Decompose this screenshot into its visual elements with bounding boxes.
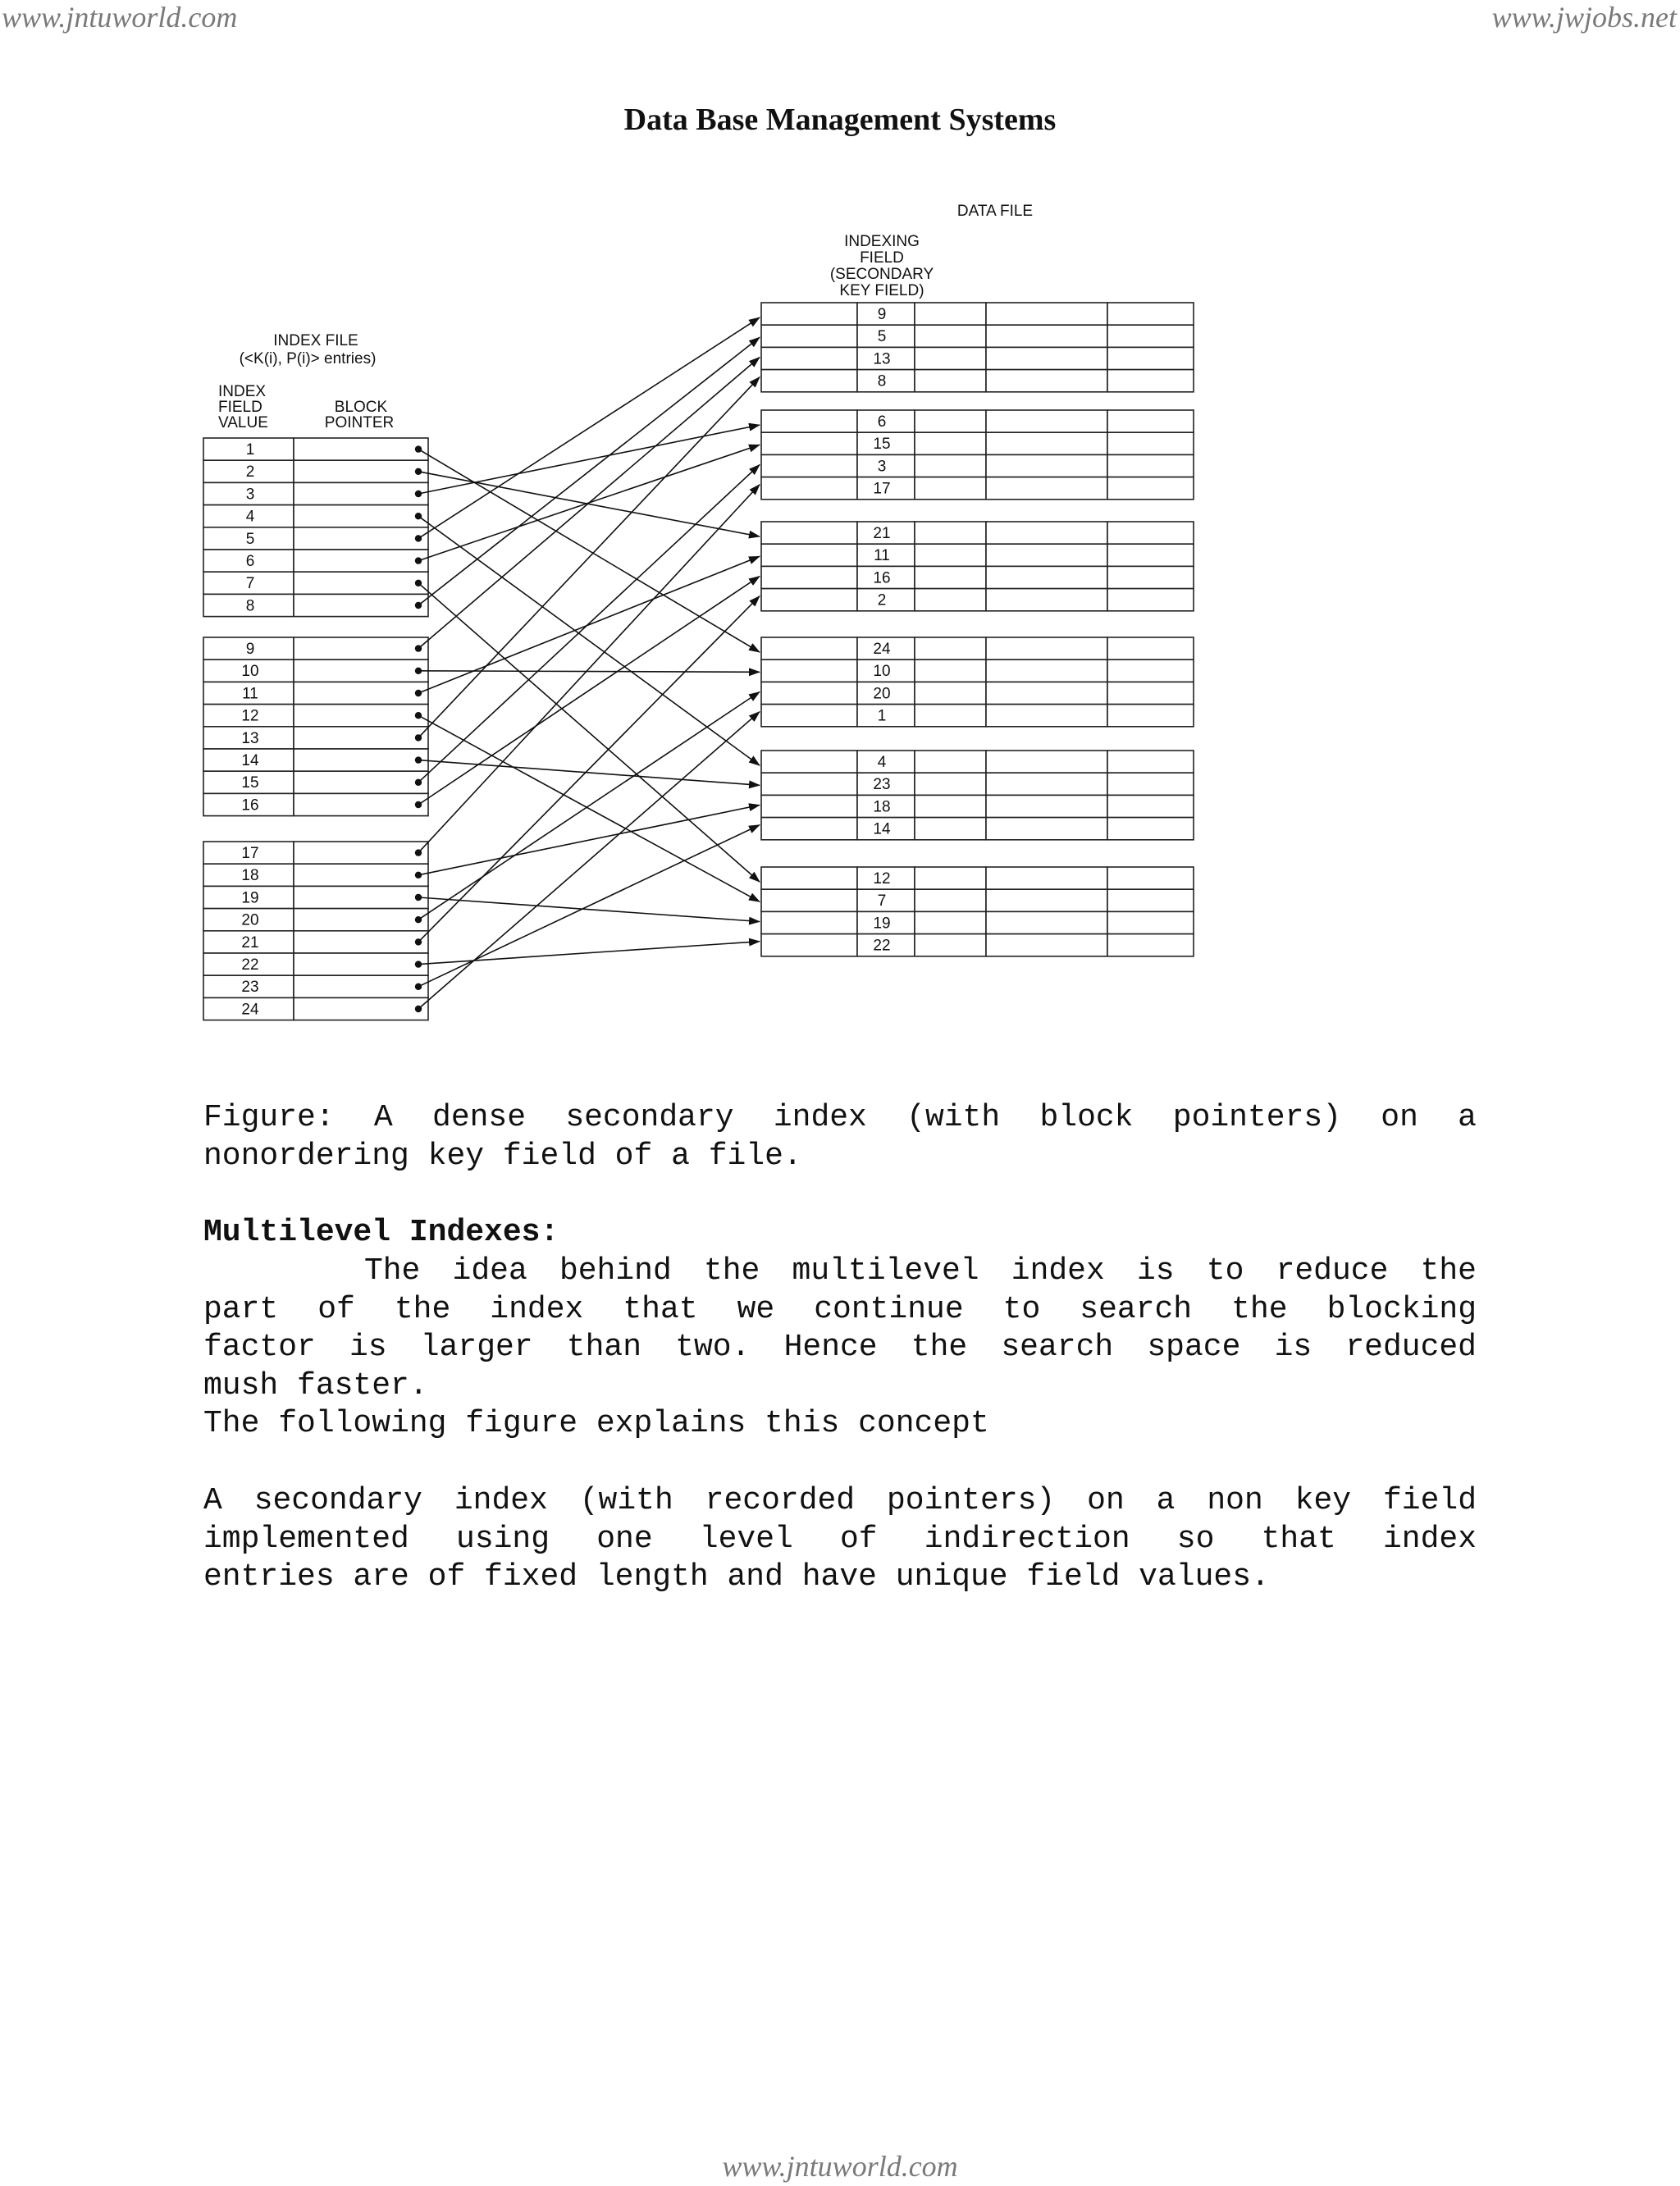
- pointer-arrow: [418, 671, 760, 673]
- data-record-cell: [915, 934, 986, 956]
- data-record-cell: [1107, 867, 1194, 889]
- data-key-text: 20: [873, 685, 891, 703]
- data-record-cell: [1107, 795, 1194, 817]
- data-record-cell: [761, 589, 857, 611]
- page-title: Data Base Management Systems: [623, 103, 1057, 137]
- data-record-cell: [1107, 773, 1194, 795]
- data-record-cell: [915, 454, 986, 477]
- data-record-cell: [986, 477, 1107, 500]
- index-value-text: 12: [241, 707, 259, 725]
- data-record-cell: [1107, 705, 1194, 727]
- data-record-cell: [761, 566, 857, 588]
- block-pointer-cell: [294, 527, 428, 550]
- index-field-value-label-line: VALUE: [218, 414, 268, 431]
- data-record-cell: [1107, 454, 1194, 477]
- data-record-cell: [986, 659, 1107, 682]
- data-record-cell: [915, 410, 986, 432]
- block-pointer-cell: [294, 637, 428, 659]
- paragraph-line: part of the index that we continue to search the blocking: [203, 1291, 1477, 1327]
- data-key-text: 2: [877, 591, 887, 609]
- data-record-cell: [761, 347, 857, 369]
- data-key-text: 18: [873, 798, 891, 816]
- block-pointer-cell: [294, 438, 428, 460]
- data-record-cell: [761, 303, 857, 325]
- data-record-cell: [761, 325, 857, 347]
- data-record-cell: [986, 934, 1107, 956]
- data-record-cell: [761, 818, 857, 840]
- data-key-text: 23: [873, 776, 891, 794]
- pointer-arrow: [418, 805, 760, 875]
- data-record-cell: [915, 303, 986, 325]
- block-pointer-cell: [294, 749, 428, 771]
- index-value-text: 3: [245, 486, 255, 504]
- data-record-cell: [915, 325, 986, 347]
- block-pointer-cell: [294, 909, 428, 931]
- index-value-text: 15: [241, 774, 259, 792]
- indexing-field-label-line: KEY FIELD): [839, 282, 924, 299]
- data-record-cell: [986, 889, 1107, 911]
- data-key-text: 6: [877, 413, 887, 431]
- index-value-text: 2: [245, 463, 255, 481]
- indexing-field-label-line: FIELD: [860, 249, 904, 267]
- data-record-cell: [1107, 370, 1194, 392]
- paragraph-line: A secondary index (with recorded pointers) on a non key field: [203, 1483, 1477, 1518]
- data-record-cell: [1107, 477, 1194, 500]
- block-pointer-cell: [294, 594, 428, 616]
- pointer-arrow: [418, 516, 760, 765]
- pointer-arrow: [418, 465, 760, 783]
- data-record-cell: [915, 751, 986, 773]
- data-record-cell: [915, 867, 986, 889]
- data-record-cell: [1107, 911, 1194, 933]
- block-pointer-label: [325, 399, 394, 431]
- watermark-top-left: www.jntuworld.com: [2, 1, 238, 34]
- index-value-text: 9: [245, 641, 255, 658]
- data-record-cell: [915, 522, 986, 544]
- pointer-arrow: [418, 942, 760, 965]
- block-pointer-cell: [294, 975, 428, 997]
- block-pointer-cell: [294, 953, 428, 975]
- data-record-cell: [761, 544, 857, 566]
- data-record-cell: [1107, 347, 1194, 369]
- pointer-arrow: [418, 377, 760, 738]
- data-record-cell: [1107, 637, 1194, 659]
- index-value-text: 10: [241, 663, 259, 681]
- pointer-arrow: [418, 450, 760, 653]
- data-record-cell: [915, 911, 986, 933]
- block-pointer-cell: [294, 864, 428, 886]
- data-record-cell: [986, 454, 1107, 477]
- index-value-text: 4: [245, 508, 255, 526]
- data-record-cell: [986, 637, 1107, 659]
- block-pointer-cell: [294, 842, 428, 864]
- data-record-cell: [915, 773, 986, 795]
- data-record-cell: [915, 589, 986, 611]
- block-pointer-cell: [294, 659, 428, 682]
- data-record-cell: [761, 454, 857, 477]
- data-record-cell: [915, 795, 986, 817]
- data-record-cell: [986, 347, 1107, 369]
- caption-line: nonordering key field of a file.: [203, 1138, 802, 1174]
- indexing-field-label-line: (SECONDARY: [829, 266, 934, 283]
- block-pointer-cell: [294, 931, 428, 953]
- pointer-arrow: [418, 485, 760, 853]
- data-record-cell: [986, 410, 1107, 432]
- data-record-cell: [1107, 682, 1194, 704]
- index-value-text: 24: [241, 1001, 259, 1019]
- index-value-text: 18: [241, 867, 259, 885]
- data-record-cell: [915, 544, 986, 566]
- index-value-text: 14: [241, 752, 259, 769]
- data-record-cell: [915, 566, 986, 588]
- watermark-top-right: www.jwjobs.net: [1491, 1, 1677, 34]
- block-pointer-cell: [294, 460, 428, 482]
- data-record-cell: [986, 325, 1107, 347]
- data-record-cell: [1107, 659, 1194, 682]
- figure-caption: [203, 1099, 1477, 1175]
- data-record-cell: [1107, 566, 1194, 588]
- data-record-cell: [1107, 432, 1194, 454]
- pointer-arrow: [418, 825, 760, 987]
- paragraph-line: The following figure explains this concept: [203, 1406, 989, 1441]
- data-key-text: 22: [873, 937, 891, 955]
- block-pointer-cell: [294, 771, 428, 793]
- block-pointer-cell: [294, 482, 428, 504]
- pointer-arrow: [418, 472, 760, 536]
- data-record-cell: [986, 566, 1107, 588]
- data-key-text: 10: [873, 663, 891, 681]
- pointer-arrow: [418, 596, 760, 942]
- index-value-text: 5: [245, 530, 255, 548]
- data-key-text: 15: [873, 436, 891, 454]
- data-record-cell: [1107, 544, 1194, 566]
- indexing-field-label-line: INDEXING: [844, 233, 920, 250]
- data-record-cell: [915, 659, 986, 682]
- data-record-cell: [986, 705, 1107, 727]
- data-record-cell: [915, 705, 986, 727]
- data-record-cell: [761, 432, 857, 454]
- index-value-text: 17: [241, 845, 259, 862]
- data-record-cell: [986, 818, 1107, 840]
- data-record-cell: [915, 637, 986, 659]
- data-record-cell: [761, 659, 857, 682]
- data-record-cell: [986, 589, 1107, 611]
- pointer-arrow: [418, 760, 760, 786]
- index-value-text: 6: [245, 553, 255, 570]
- index-value-text: 11: [242, 685, 258, 703]
- data-record-cell: [986, 432, 1107, 454]
- data-record-cell: [761, 522, 857, 544]
- data-key-text: 13: [873, 350, 891, 368]
- data-record-cell: [761, 795, 857, 817]
- multilevel-heading: Multilevel Indexes:: [203, 1215, 559, 1250]
- data-record-cell: [986, 522, 1107, 544]
- data-key-text: 8: [877, 372, 887, 390]
- data-key-text: 14: [873, 820, 891, 838]
- data-record-cell: [761, 773, 857, 795]
- pointer-arrows: [418, 317, 760, 1009]
- index-field-value-label: [218, 383, 268, 431]
- pointer-arrow: [418, 317, 760, 538]
- index-value-text: 13: [241, 729, 259, 747]
- pointer-arrow: [418, 715, 760, 901]
- data-record-cell: [986, 751, 1107, 773]
- data-record-cell: [761, 370, 857, 392]
- data-key-text: 4: [877, 754, 887, 771]
- block-pointer-cell: [294, 997, 428, 1020]
- data-record-cell: [761, 682, 857, 704]
- block-pointer-cell: [294, 682, 428, 704]
- data-key-text: 19: [873, 915, 891, 933]
- data-key-text: 5: [877, 328, 887, 346]
- block-pointer-label-line: BLOCK: [334, 399, 388, 416]
- data-record-cell: [986, 867, 1107, 889]
- block-pointer-cell: [294, 705, 428, 727]
- index-value-text: 20: [241, 911, 259, 929]
- index-value-text: 21: [241, 933, 259, 952]
- data-record-cell: [1107, 522, 1194, 544]
- data-record-cell: [761, 751, 857, 773]
- data-key-text: 16: [873, 569, 891, 587]
- pointer-arrow: [418, 897, 760, 922]
- data-record-cell: [1107, 410, 1194, 432]
- block-pointer-cell: [294, 550, 428, 572]
- data-record-cell: [761, 410, 857, 432]
- data-file-label: DATA FILE: [956, 203, 1034, 220]
- data-key-text: 12: [873, 870, 891, 888]
- data-record-cell: [915, 818, 986, 840]
- data-record-cell: [986, 911, 1107, 933]
- index-field-value-label-line: INDEX: [218, 383, 267, 400]
- block-pointer-cell: [294, 886, 428, 908]
- pointer-arrow: [418, 577, 760, 805]
- pointer-arrow: [418, 337, 760, 605]
- index-value-text: 1: [245, 441, 255, 459]
- data-file-blocks: [761, 303, 1194, 956]
- data-key-text: 1: [877, 707, 887, 725]
- block-pointer-cell: [294, 793, 428, 815]
- index-value-text: 7: [245, 575, 255, 593]
- index-value-text: 23: [241, 979, 259, 997]
- secondary-index-paragraph: [203, 1482, 1477, 1597]
- dense-secondary-index-diagram: [0, 0, 1680, 1066]
- index-file-label-line: (<K(i), P(i)> entries): [239, 350, 377, 367]
- data-record-cell: [761, 911, 857, 933]
- data-record-cell: [1107, 303, 1194, 325]
- data-record-cell: [1107, 751, 1194, 773]
- index-value-text: 22: [241, 956, 259, 974]
- data-record-cell: [986, 773, 1107, 795]
- data-record-cell: [1107, 589, 1194, 611]
- multilevel-paragraph: [203, 1253, 1477, 1444]
- data-key-text: 24: [873, 641, 891, 658]
- index-value-text: 16: [241, 796, 259, 815]
- data-record-cell: [761, 934, 857, 956]
- data-record-cell: [761, 889, 857, 911]
- index-file-blocks: [203, 438, 428, 1020]
- data-record-cell: [915, 477, 986, 500]
- data-record-cell: [1107, 818, 1194, 840]
- data-record-cell: [761, 477, 857, 500]
- pointer-arrow: [418, 712, 760, 1009]
- data-record-cell: [761, 867, 857, 889]
- index-file-label: [240, 332, 377, 367]
- block-pointer-cell: [294, 727, 428, 749]
- paragraph-line: entries are of fixed length and have unique field values.: [203, 1559, 1270, 1595]
- data-record-cell: [761, 637, 857, 659]
- data-key-text: 17: [873, 480, 891, 498]
- data-record-cell: [1107, 934, 1194, 956]
- data-record-cell: [986, 303, 1107, 325]
- data-key-text: 11: [874, 547, 890, 565]
- paragraph-line: factor is larger than two. Hence the search space is reduced: [203, 1330, 1477, 1365]
- index-value-text: 8: [245, 597, 255, 615]
- index-value-text: 19: [241, 889, 259, 907]
- data-record-cell: [915, 682, 986, 704]
- index-field-value-label-line: FIELD: [218, 399, 262, 416]
- pointer-arrow: [418, 358, 760, 649]
- paragraph-line: mush faster.: [203, 1367, 428, 1403]
- pointer-arrow: [418, 583, 760, 882]
- pointer-arrow: [418, 425, 760, 494]
- data-record-cell: [915, 432, 986, 454]
- data-key-text: 7: [877, 892, 887, 910]
- caption-line: Figure: A dense secondary index (with block pointers) on a: [203, 1100, 1477, 1135]
- data-record-cell: [915, 347, 986, 369]
- watermark-bottom: www.jntuworld.com: [722, 2150, 958, 2183]
- data-record-cell: [986, 795, 1107, 817]
- data-record-cell: [915, 889, 986, 911]
- data-record-cell: [986, 544, 1107, 566]
- pointer-arrow: [418, 556, 760, 693]
- data-key-text: 21: [873, 525, 891, 542]
- paragraph-line: implemented using one level of indirection so that index: [203, 1521, 1477, 1557]
- data-record-cell: [986, 370, 1107, 392]
- indexing-field-label: [830, 233, 934, 299]
- block-pointer-cell: [294, 572, 428, 594]
- data-key-text: 3: [877, 458, 887, 476]
- data-record-cell: [915, 370, 986, 392]
- data-record-cell: [1107, 325, 1194, 347]
- data-record-cell: [761, 705, 857, 727]
- data-record-cell: [986, 682, 1107, 704]
- block-pointer-cell: [294, 505, 428, 527]
- data-record-cell: [1107, 889, 1194, 911]
- data-key-text: 9: [877, 306, 887, 323]
- block-pointer-label-line: POINTER: [324, 414, 395, 431]
- index-file-label-line: INDEX FILE: [273, 332, 358, 349]
- pointer-arrow: [418, 692, 760, 920]
- paragraph-line: The idea behind the multilevel index is to reduce the: [203, 1253, 1477, 1289]
